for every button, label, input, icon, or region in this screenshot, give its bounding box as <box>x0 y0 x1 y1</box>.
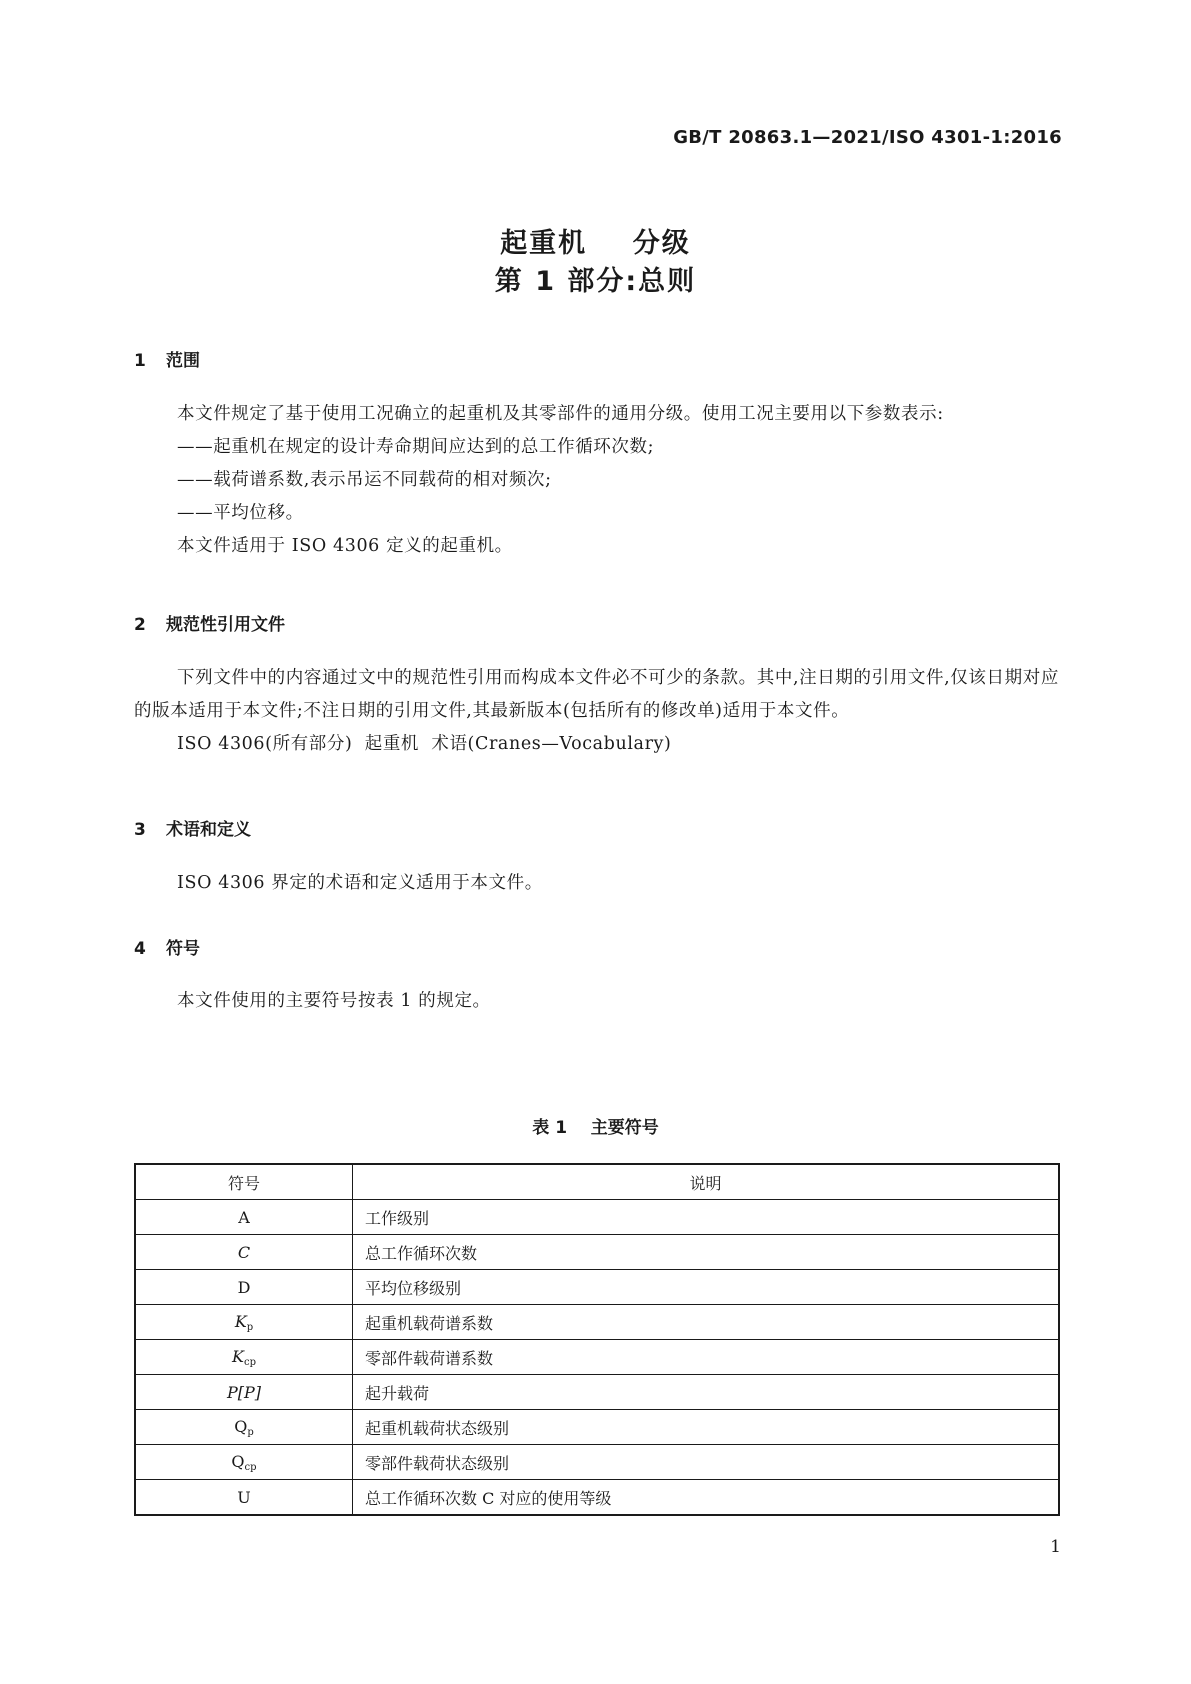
symbol-cell <box>135 1340 353 1375</box>
section-number: 2 <box>134 615 146 635</box>
table-row <box>135 1270 1059 1305</box>
section-2-heading <box>134 610 285 635</box>
section-title: 符号 <box>166 939 200 959</box>
section-1-heading <box>134 346 200 371</box>
description-cell: 起重机载荷状态级别 <box>353 1410 1060 1445</box>
section-number: 1 <box>134 351 146 371</box>
section-4-heading <box>134 934 200 959</box>
symbol-text: K <box>232 1346 244 1366</box>
table-row <box>135 1375 1059 1410</box>
symbol-cell <box>135 1445 353 1480</box>
symbol-cell <box>135 1200 353 1235</box>
symbol-cell <box>135 1375 353 1410</box>
symbol-cell <box>135 1305 353 1340</box>
title-line-1: 起重机 分级 <box>500 228 691 259</box>
section-3-body <box>134 867 1059 900</box>
page-number: 1 <box>1050 1537 1061 1557</box>
symbol-text: Q <box>234 1416 248 1436</box>
table-row <box>135 1445 1059 1480</box>
symbol-subscript: p <box>247 1426 254 1438</box>
section-title: 术语和定义 <box>166 820 251 840</box>
table-row <box>135 1340 1059 1375</box>
header-symbol: 符号 <box>135 1164 353 1200</box>
normative-references-intro: 下列文件中的内容通过文中的规范性引用而构成本文件必不可少的条款。其中,注日期的引用文件,仅该日期对应的版本适用于本文件;不注日期的引用文件,其最新版本(包括所有的修改单)适用于本文件。 <box>134 668 1059 721</box>
symbol-subscript: cp <box>244 1461 257 1473</box>
symbol-subscript: cp <box>243 1356 256 1368</box>
section-3-heading <box>134 815 251 840</box>
section-2-body <box>134 662 1059 761</box>
symbols-table <box>134 1163 1060 1516</box>
table-row <box>135 1235 1059 1270</box>
symbol-text: Q <box>231 1451 245 1471</box>
description-cell: 起升载荷 <box>353 1375 1060 1410</box>
normative-reference-item: ISO 4306(所有部分) 起重机 术语(Cranes—Vocabulary) <box>177 734 672 754</box>
description-cell: 零部件载荷谱系数 <box>353 1340 1060 1375</box>
table-header-row <box>135 1164 1059 1200</box>
section-4-body <box>134 985 1059 1018</box>
scope-item: ——平均位移。 <box>177 503 304 523</box>
symbol-text: A <box>238 1207 250 1227</box>
terms-text: ISO 4306 界定的术语和定义适用于本文件。 <box>177 873 543 893</box>
symbol-text: D <box>237 1277 251 1297</box>
table-caption: 表 1 主要符号 <box>532 1118 659 1138</box>
table-row <box>135 1305 1059 1340</box>
description-cell: 总工作循环次数 <box>353 1235 1060 1270</box>
description-cell: 起重机载荷谱系数 <box>353 1305 1060 1340</box>
symbol-cell <box>135 1480 353 1516</box>
header-description: 说明 <box>353 1164 1060 1200</box>
title-line-2: 第 1 部分:总则 <box>494 266 697 297</box>
symbol-subscript: p <box>246 1321 254 1333</box>
section-number: 4 <box>134 939 146 959</box>
symbol-text: P[P] <box>226 1382 261 1402</box>
symbols-text: 本文件使用的主要符号按表 1 的规定。 <box>177 991 491 1011</box>
section-title: 范围 <box>166 351 200 371</box>
symbol-cell <box>135 1410 353 1445</box>
section-title: 规范性引用文件 <box>166 615 285 635</box>
symbol-text: U <box>237 1487 251 1507</box>
symbol-cell <box>135 1270 353 1305</box>
section-number: 3 <box>134 820 146 840</box>
scope-intro: 本文件规定了基于使用工况确立的起重机及其零部件的通用分级。使用工况主要用以下参数表示: <box>177 404 944 424</box>
section-1-body <box>134 398 1059 563</box>
symbol-cell <box>135 1235 353 1270</box>
symbol-text: C <box>237 1242 251 1262</box>
scope-item: ——载荷谱系数,表示吊运不同载荷的相对频次; <box>177 470 552 490</box>
table-row <box>135 1410 1059 1445</box>
scope-applicability: 本文件适用于 ISO 4306 定义的起重机。 <box>177 536 513 556</box>
standard-code: GB/T 20863.1—2021/ISO 4301-1:2016 <box>673 127 1062 148</box>
scope-item: ——起重机在规定的设计寿命期间应达到的总工作循环次数; <box>177 437 655 457</box>
table-row <box>135 1480 1059 1516</box>
table-row <box>135 1200 1059 1235</box>
symbol-text: K <box>234 1311 247 1331</box>
document-title <box>0 225 1191 301</box>
description-cell: 零部件载荷状态级别 <box>353 1445 1060 1480</box>
description-cell: 平均位移级别 <box>353 1270 1060 1305</box>
description-cell: 工作级别 <box>353 1200 1060 1235</box>
description-cell: 总工作循环次数 C 对应的使用等级 <box>353 1480 1060 1516</box>
